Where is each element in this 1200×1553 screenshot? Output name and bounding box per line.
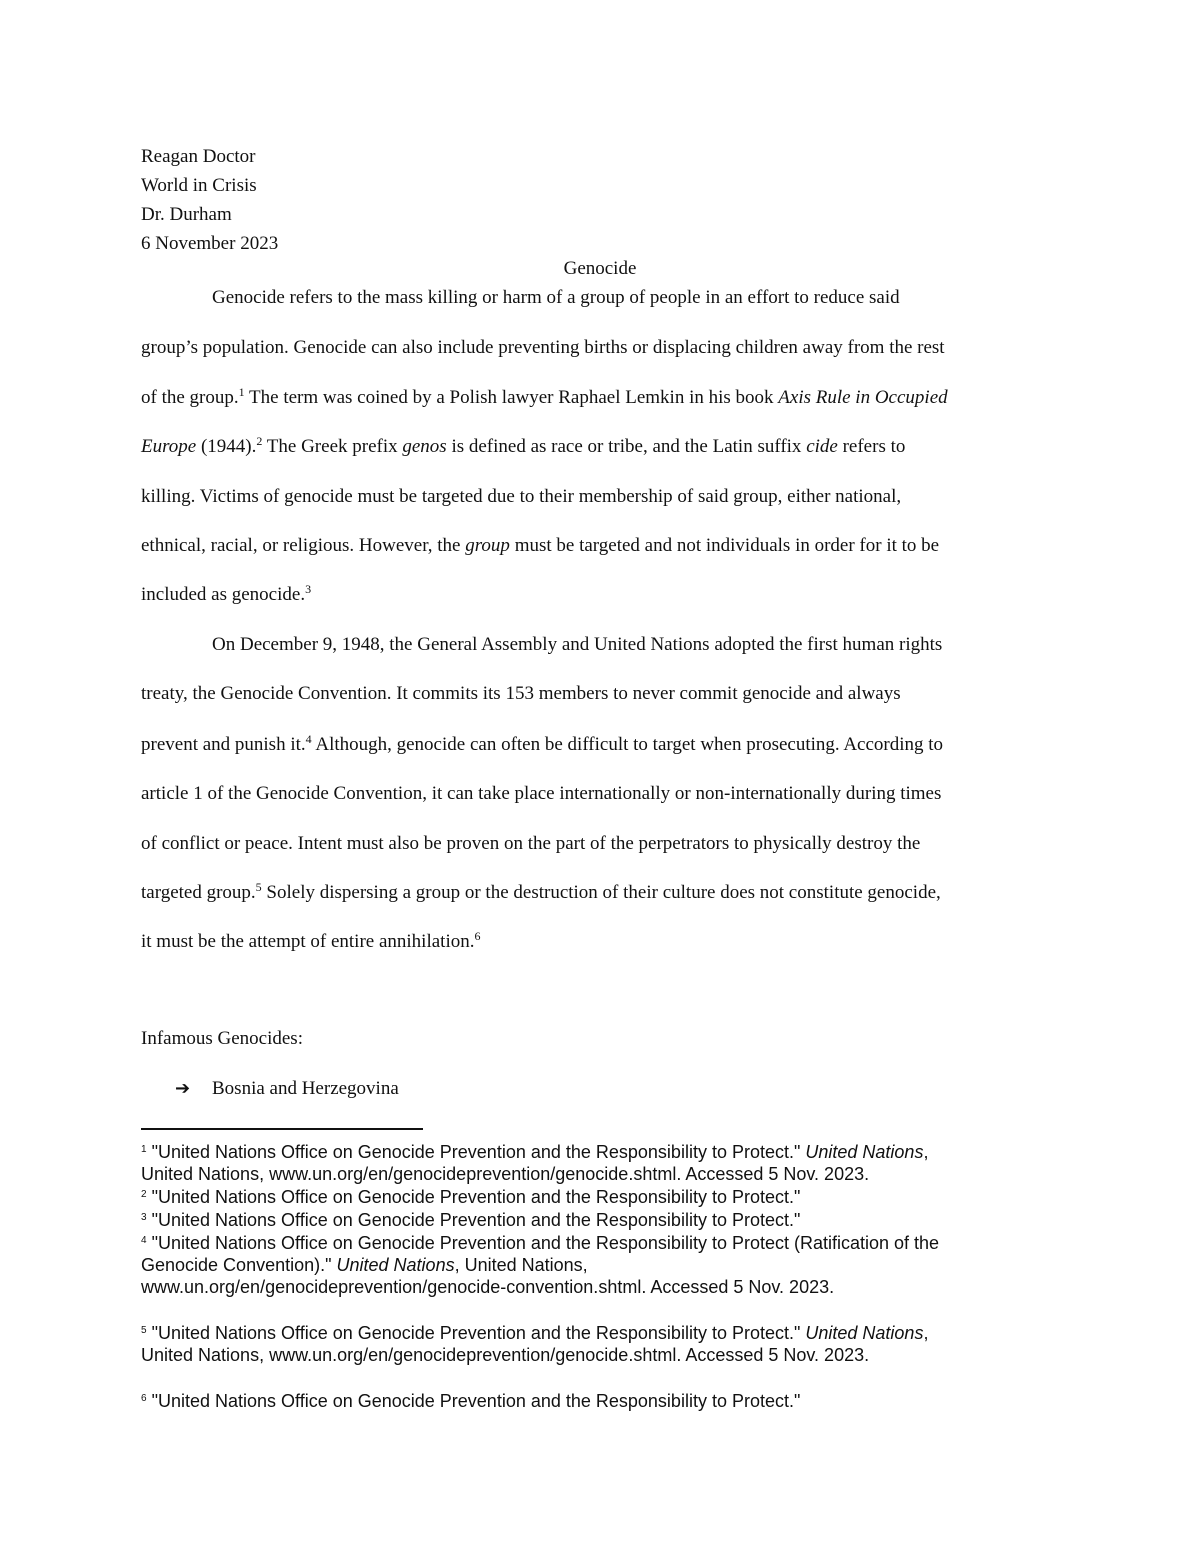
paragraph-2-line-5: of conflict or peace. Intent must also be proven on the part of the perpetrators to physically destroy the (141, 833, 921, 854)
footnote-1-url[interactable]: United Nations, www.un.org/en/genocideprevention/genocide.shtml. Accessed 5 Nov. 2023. (141, 1164, 870, 1184)
header-block (141, 142, 278, 258)
footnote-4: $^4$ "United Nations Office on Genocide Prevention and the Responsibility to Protect (Ratification of the Genocide Convention)." United Nations, United Nations, www.un.org/en/genocideprevention/genocide-convention.shtml. Accessed 5 Nov. 2023. (141, 1233, 940, 1297)
paragraph-2-line-1: On December 9, 1948, the General Assembly and United Nations adopted the first human rights (212, 634, 943, 655)
footnote-ref-4[interactable]: 4 (305, 732, 312, 746)
paragraph-2-line-3: prevent and punish it.$^4$ Although, genocide can often be difficult to target when prosecuting. According to (141, 732, 944, 755)
paragraph-2-line-4: article 1 of the Genocide Convention, it can take place internationally or non-internationally during times (141, 783, 942, 804)
list-heading: Infamous Genocides: (141, 1028, 303, 1049)
footnote-6: $^6$ "United Nations Office on Genocide Prevention and the Responsibility to Protect." (141, 1391, 801, 1411)
footnote-4-url[interactable]: www.un.org/en/genocideprevention/genocide-convention.shtml. Accessed 5 Nov. 2023. (141, 1277, 835, 1297)
instructor-name: Dr. Durham (141, 204, 232, 225)
footnote-2: $^2$ "United Nations Office on Genocide Prevention and the Responsibility to Protect." (141, 1187, 801, 1207)
footnote-5: $^5$ "United Nations Office on Genocide Prevention and the Responsibility to Protect." United Nations, United Nations, www.un.org/en/genocideprevention/genocide.shtml. Accessed 5 Nov. 2023. (141, 1323, 929, 1365)
paragraph-1-line-3: of the group.$^1$ The term was coined by a Polish lawyer Raphael Lemkin in his book Axis Rule in Occupied (141, 385, 948, 408)
paragraph-1-line-4: Europe (1944).$^2$ The Greek prefix genos is defined as race or tribe, and the Latin suffix cide refers to (141, 434, 906, 457)
document-title: Genocide (563, 258, 637, 279)
footnote-3: $^3$ "United Nations Office on Genocide Prevention and the Responsibility to Protect." (141, 1210, 801, 1230)
paragraph-2-line-2: treaty, the Genocide Convention. It commits its 153 members to never commit genocide and always (141, 683, 901, 704)
paragraph-1-line-6: ethnical, racial, or religious. However, the group must be targeted and not individuals in order for it to be (141, 535, 940, 556)
footnote-ref-3[interactable]: 3 (305, 582, 312, 596)
paragraph-1-line-2: group’s population. Genocide can also include preventing births or displacing children away from the rest (141, 337, 945, 358)
document-date: 6 November 2023 (141, 233, 279, 254)
footnote-1: $^1$ "United Nations Office on Genocide Prevention and the Responsibility to Protect." United Nations, United Nations, www.un.org/en/genocideprevention/genocide.shtml. Accessed 5 Nov. 2023. (141, 1142, 929, 1184)
footnote-ref-1[interactable]: 1 (238, 385, 245, 399)
course-name: World in Crisis (141, 175, 257, 196)
footnote-separator (141, 1128, 423, 1130)
footnote-ref-5[interactable]: 5 (255, 880, 262, 894)
paragraph-2-line-6: targeted group.$^5$ Solely dispersing a group or the destruction of their culture does not constitute genocide, (141, 880, 941, 903)
paragraph-2-line-7: it must be the attempt of entire annihilation.$^6$ (141, 929, 481, 952)
footnote-ref-2[interactable]: 2 (256, 434, 263, 448)
footnote-ref-6[interactable]: 6 (474, 929, 481, 943)
paragraph-1-line-7: included as genocide.$^3$ (141, 582, 312, 605)
paragraph-1-line-5: killing. Victims of genocide must be targeted due to their membership of said group, either national, (141, 486, 902, 507)
arrow-bullet-icon: ➔ (175, 1078, 191, 1099)
footnote-5-url[interactable]: United Nations, www.un.org/en/genocideprevention/genocide.shtml. Accessed 5 Nov. 2023. (141, 1345, 870, 1365)
author-name: Reagan Doctor (141, 146, 256, 167)
list-item: ➔ Bosnia and Herzegovina (175, 1078, 399, 1099)
book-title: Axis Rule in Occupied (778, 387, 948, 408)
paragraph-1-line-1: Genocide refers to the mass killing or harm of a group of people in an effort to reduce said (212, 287, 900, 308)
